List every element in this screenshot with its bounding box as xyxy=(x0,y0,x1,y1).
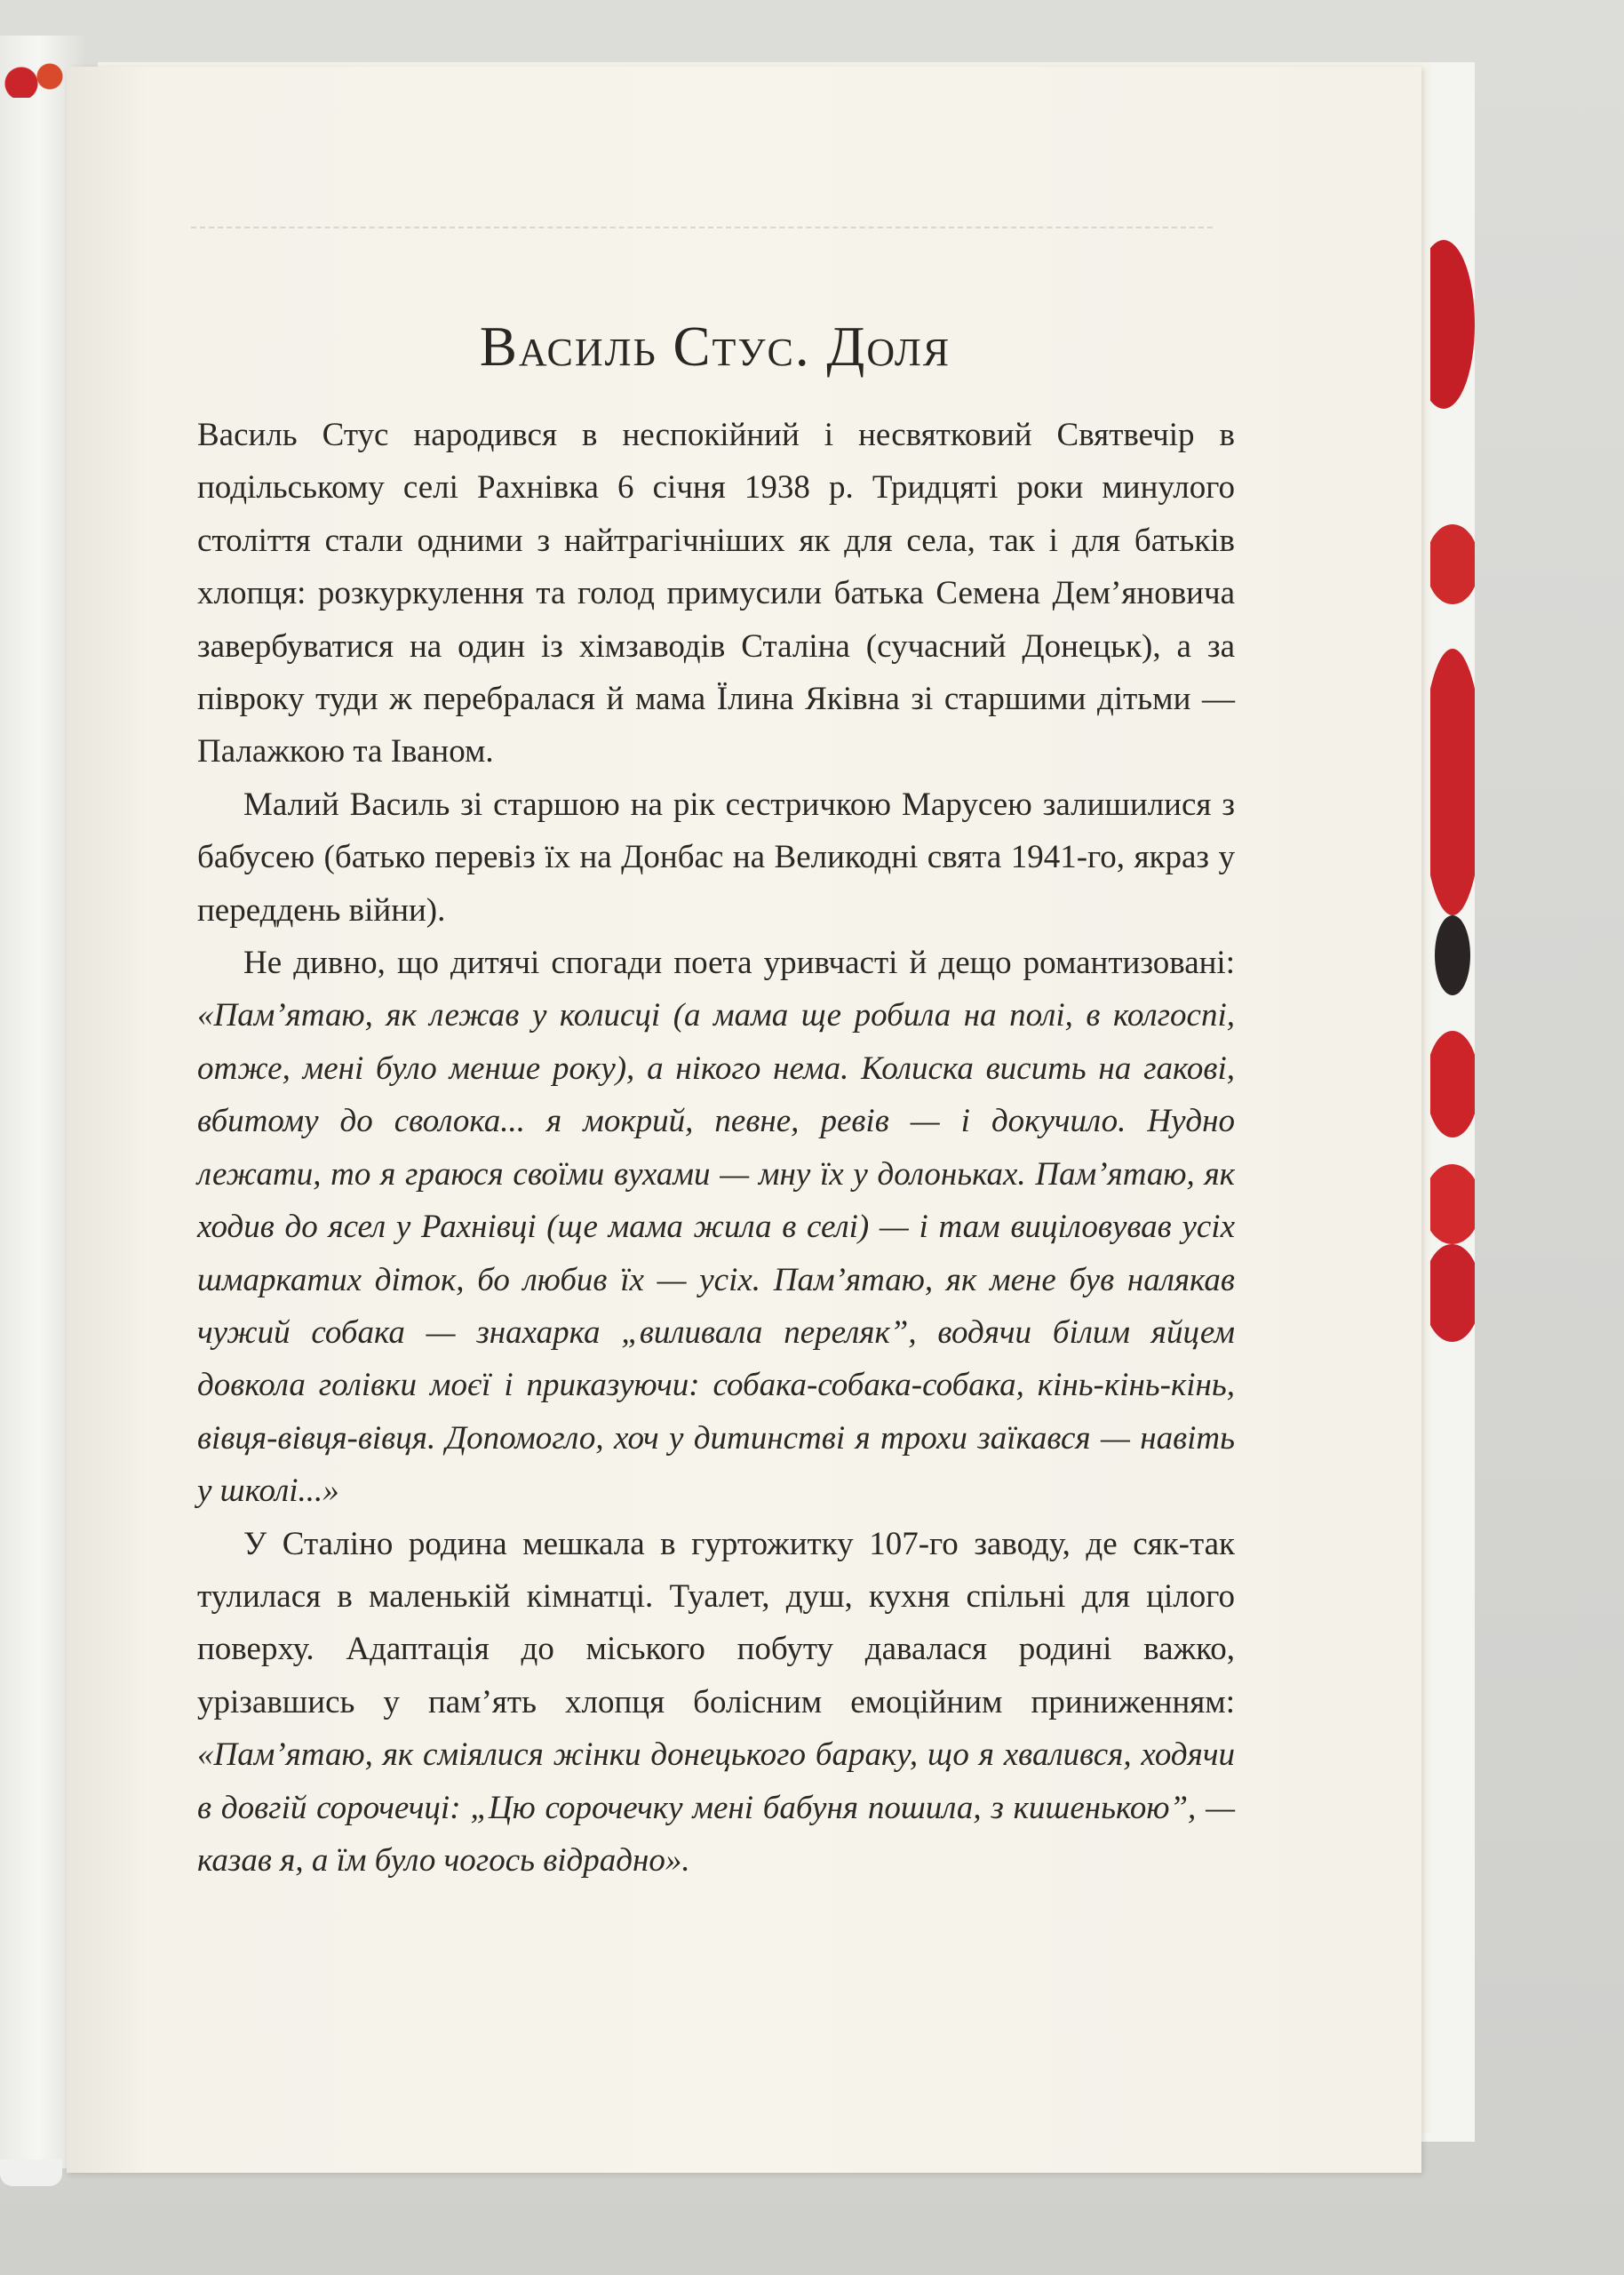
paragraph-text: У Сталіно родина мешкала в гуртожитку 107-го заводу, де сяк-так тулилася в маленькій кімнатці. Туалет, душ, кухня спільні для цілого поверху. Адаптація до міського побуту давалася родині важко, урізавшись у пам’ять хлопця болісним емоційним приниженням: xyxy=(197,1525,1235,1720)
red-berry-decoration xyxy=(1426,1031,1475,1138)
paragraph-text: Василь Стус народився в неспокійний і несвятковий Святвечір в подільському селі Рахнівка 6 січня 1938 р. Тридцяті роки минулого століття стали одними з найтрагічніших як для села, так і для батьків хлопця: розкуркулення та голод примусили батька Семена Дем’яновича завербуватися на один із хімзаводів Сталіна (сучасний Донецьк), а за півроку туди ж перебралася й мама Їлина Яківна зі старшими дітьми — Палажкою та Іваном. xyxy=(197,417,1235,770)
paragraph xyxy=(197,937,1235,1517)
red-berry-decoration xyxy=(1426,524,1475,604)
paragraph-text: Не дивно, що дитячі спогади поета уривчасті й дещо романтизовані: xyxy=(243,945,1235,982)
red-berry-decoration xyxy=(1423,1244,1475,1342)
leaf-decoration xyxy=(1435,915,1470,995)
chapter-title: Василь Стус. Доля xyxy=(479,315,951,378)
red-berry-decoration xyxy=(1423,1164,1475,1244)
floral-pattern xyxy=(0,62,71,98)
quote-text: «Пам’ятаю, як сміялися жінки донецького бараку, що я хвалився, ходячи в довгій сорочечці: „Цю сорочечку мені бабуня пошила, з кишенькою”, — казав я, а їм було чогось відрадно». xyxy=(197,1736,1235,1879)
show-through-header xyxy=(191,158,1213,220)
paragraph xyxy=(197,778,1235,937)
quote-text: «Пам’ятаю, як лежав у колисці (а мама ще робила на полі, в колгоспі, отже, мені було менше року), а нікого нема. Колиска висить на гакові, вбитому до сволока... я мокрий, певне, ревів — і докучило. Нудно лежати, то я граюся своїми вухами — мну їх у долоньках. Пам’ятаю, як ходив до ясел у Рахнівці (ще мама жила в селі) — і там виціловував усіх шмаркатих діток, бо любив їх — усіх. Пам’ятаю, як мене був налякав чужий собака — знахарка „виливала переляк”, водячи білим яйцем довкола голівки моєї і приказуючи: собака-собака-собака, кінь-кінь-кінь, вівця-вівця-вівця. Допомогло, хоч у дитинстві я трохи заїкався — навіть у школі...» xyxy=(197,997,1235,1510)
body-text xyxy=(197,409,1235,1887)
show-through-rule xyxy=(191,227,1213,228)
paragraph xyxy=(197,1518,1235,1888)
book-cover-left-corner xyxy=(0,2159,62,2186)
paragraph-text: Малий Василь зі старшою на рік сестричкою Марусею залишилися з бабусею (батько перевіз їх на Донбас на Великодні свята 1941-го, якраз у переддень війни). xyxy=(197,786,1235,929)
paragraph xyxy=(197,409,1235,778)
